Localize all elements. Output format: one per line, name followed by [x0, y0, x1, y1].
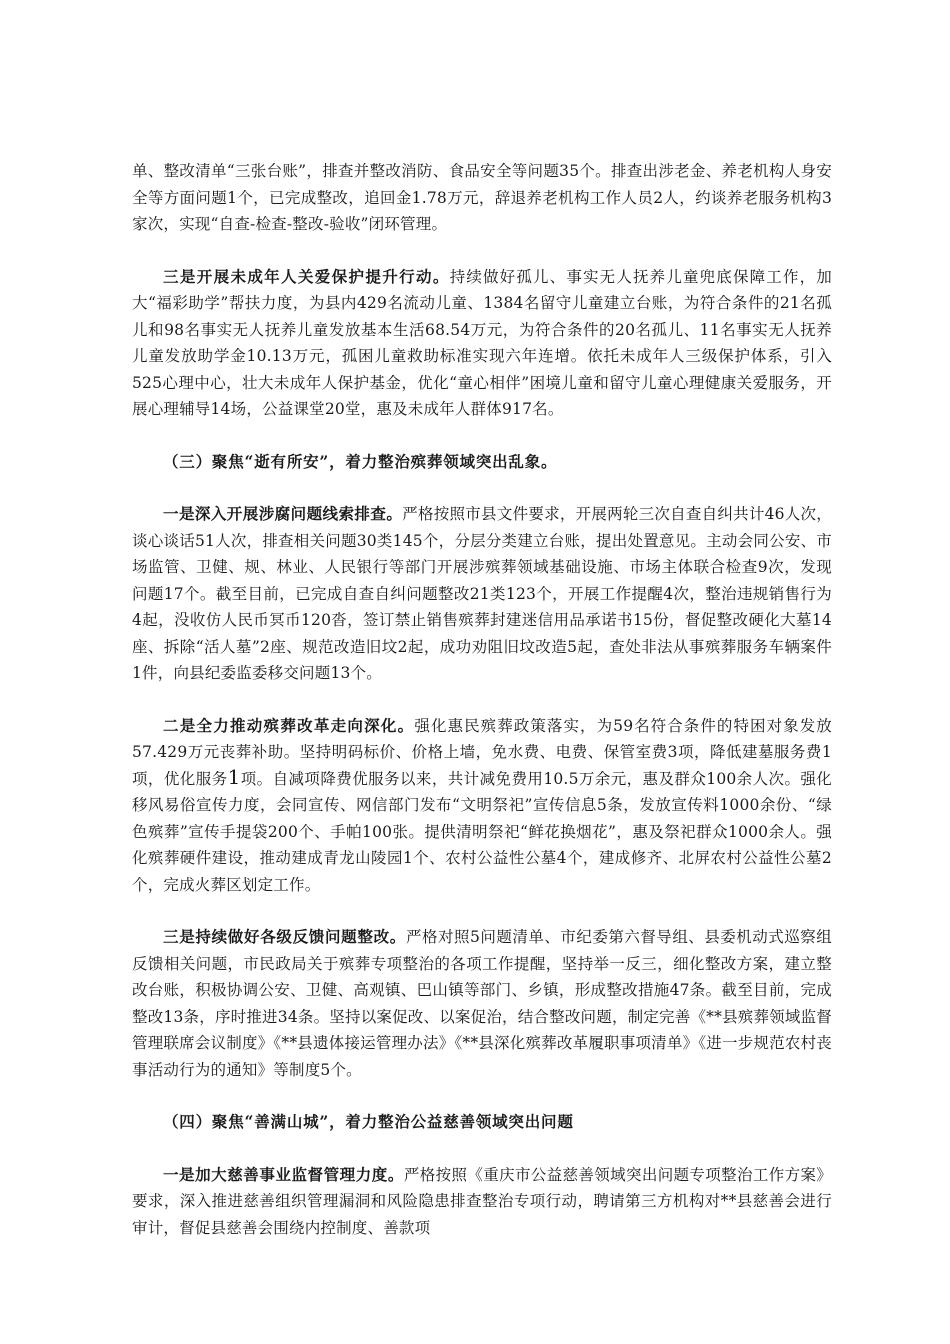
paragraph-text: 强化惠民殡葬政策落实，为59名符合条件的特困对象发放57.429万元丧葬补助。坚持明码标价、价格上墙，免水费、电费、保管室费3项，降低建墓服务费1项，优化服务: [132, 716, 832, 788]
paragraph-text: 严格按照市县文件要求，开展两轮三次自查自纠共计46人次，谈心谈话51人次，排查相关问题30类145个，分层分类建立台账，提出处置意见。主动会同公安、市场监管、卫健、规、林业、人民银行等部门开展涉殡葬领域基础设施、市场主体联合检查9次，发现问题17个。截至目前，已完成自查自纠问题整改21类123个，开展工作提醒4次，整治违规销售行为4起，没收仿人民币冥币120沓，签订禁止销售殡葬封建迷信用品承诺书15份，督促整改硬化大墓14座、拆除“活人墓”2座、规范改造旧坟2起，成功劝阻旧坟改造5起，查处非法从事殡葬服务车辆案件1件，向县纪委监委移交问题13个。: [132, 505, 832, 682]
paragraph-text: 严格对照5问题清单、市纪委第六督导组、县委机动式巡察组反馈相关问题，市民政局关于殡葬专项整治的各项工作提醒，坚持举一反三，细化整改方案，建立整改台账，积极协调公安、卫健、高观镇、巴山镇等部门、乡镇，形成整改措施47条。截至目前，完成整改13条，序时推进34条。坚持以案促改、以案促治，结合整改问题，制定完善《**县殡葬领域监督管理联席会议制度》《**县遗体接运管理办法》《**县深化殡葬改革履职事项清单》《进一步规范农村丧事活动行为的通知》等制度5个。: [132, 928, 832, 1079]
paragraph-lead: 二是全力推动殡葬改革走向深化。: [163, 715, 415, 735]
paragraph-charity-supervision: [132, 1162, 832, 1242]
paragraph-text: 项。自减项降费优服务以来，共计减免费用10.5万余元，惠及群众100余人次。强化移风易俗宣传力度，会同宣传、网信部门发布“文明祭祀”宣传信息5条，发放宣传料1000余份、“绿色殡葬”宣传手提袋200个、手帕100张。提供清明祭祀“鲜花换烟花”，惠及祭祀群众1000余人。强化殡葬硬件建设，推动建成青龙山陵园1个、农村公益性公墓4个，建成修齐、北屏农村公益性公墓2个，完成火葬区划定工作。: [132, 769, 832, 894]
paragraph-lead: 一是加大慈善事业监督管理力度。: [163, 1164, 404, 1184]
paragraph-feedback-rectification: [132, 924, 832, 1083]
paragraph-lead: 三是持续做好各级反馈问题整改。: [163, 927, 406, 946]
paragraph-lead: 三是开展未成年人关爱保护提升行动。: [163, 266, 450, 286]
paragraph-eldercare-rectification: [132, 158, 832, 238]
paragraph-text: 持续做好孤儿、事实无人抚养儿童兜底保障工作，加大“福彩助学”帮扶力度，为县内429名流动儿童、1384名留守儿童建立台账，为符合条件的21名孤儿和98名事实无人抚养儿童发放基本生活68.54万元，为符合条件的20名孤儿、11名事实无人抚养儿童发放助学金10.13万元，孤困儿童救助标准实现六年连增。依托未成年人三级保护体系，引入525心理中心，壮大未成年人保护基金，优化“童心相伴”困境儿童和留守儿童心理健康关爱服务，开展心理辅导14场，公益课堂20堂，惠及未成年人群体917名。: [132, 267, 832, 418]
document-page: [132, 158, 832, 1267]
paragraph-minors-protection: [132, 264, 832, 423]
paragraph-funeral-reform: [132, 713, 832, 899]
paragraph-text: 严格按照《重庆市公益慈善领域突出问题专项整治工作方案》要求，深入推进慈善组织管理漏洞和风险隐患排查整治专项行动，聘请第三方机构对**县慈善会进行审计，督促县慈善会围绕内控制度、善款项: [132, 1165, 832, 1237]
enlarged-number: 1: [227, 764, 241, 789]
paragraph-lead: 一是深入开展涉腐问题线索排查。: [163, 504, 403, 523]
paragraph-corruption-screening: [132, 501, 832, 687]
paragraph-text: 单、整改清单“三张台账”，排查并整改消防、食品安全等问题35个。排查出涉老金、养老机构人身安全等方面问题1个，已完成整改，追回金1.78万元，辞退养老机构工作人员2人，约谈养老服务机构3家次，实现“自查-检查-整改-验收”闭环管理。: [132, 162, 832, 233]
section-heading-funeral: （三）聚焦“逝有所安”，着力整治殡葬领域突出乱象。: [163, 451, 558, 471]
section-heading-charity: （四）聚焦“善满山城”，着力整治公益慈善领域突出问题: [163, 1112, 574, 1131]
